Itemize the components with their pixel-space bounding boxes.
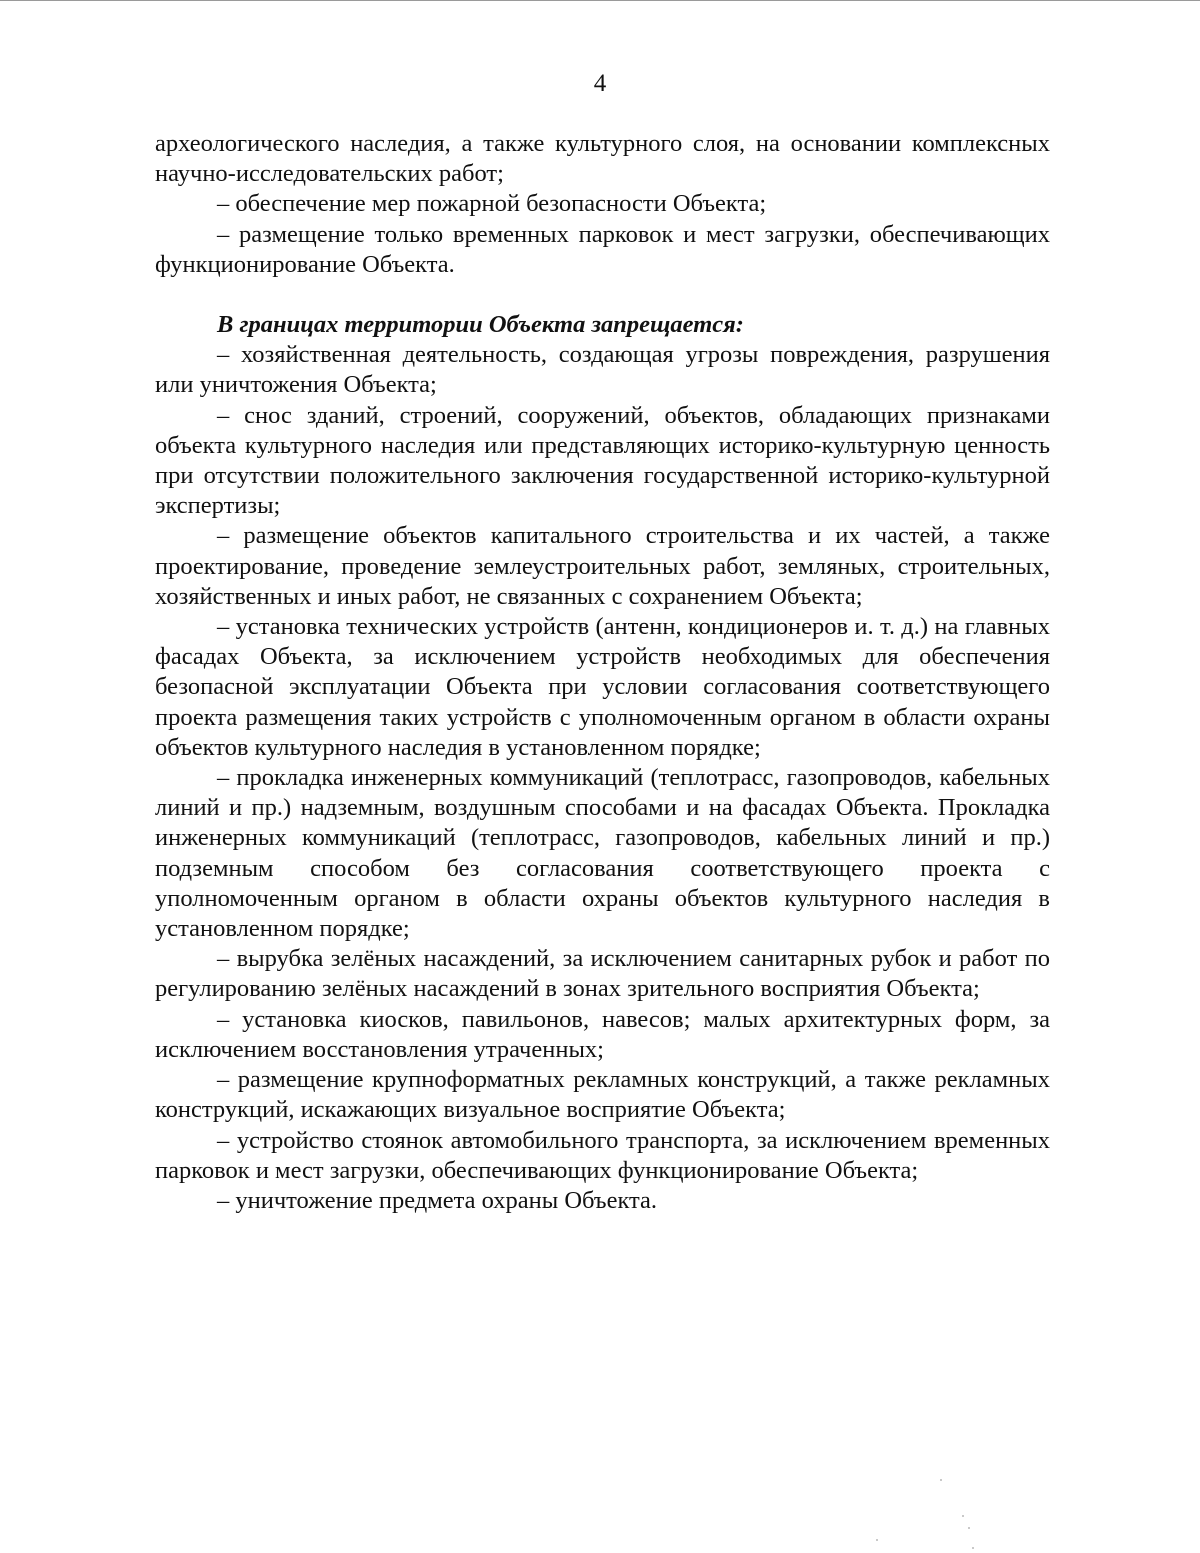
document-body — [155, 129, 1050, 1216]
list-item: – прокладка инженерных коммуникаций (теплотрасс, газопроводов, кабельных линий и пр.) надземным, воздушным способами и на фасадах Объекта. Прокладка инженерных коммуникаций (теплотрасс, газопроводов, кабельных линий и пр.) подземным способом без согласования соответствующего проекта с уполномоченным органом в области охраны объектов культурного наследия в установленном порядке; — [155, 764, 1050, 943]
list-item: – размещение крупноформатных рекламных конструкций, а также рекламных конструкций, искажающих визуальное восприятие Объекта; — [155, 1066, 1050, 1124]
scan-speck — [962, 1515, 964, 1517]
paragraph-continuation: археологического наследия, а также культурного слоя, на основании комплексных научно-исследовательских работ; — [155, 130, 1050, 188]
list-item: – уничтожение предмета охраны Объекта. — [217, 1186, 658, 1214]
list-item: – установка технических устройств (антенн, кондиционеров и. т. д.) на главных фасадах Объекта, за исключением устройств необходимых для обеспечения безопасной эксплуатации Объекта при условии согласования соответствующего проекта размещения таких устройств с уполномоченным органом в области охраны объектов культурного наследия в установленном порядке; — [155, 613, 1050, 761]
list-item: – обеспечение мер пожарной безопасности Объекта; — [217, 190, 767, 218]
page-number: 4 — [593, 70, 607, 97]
list-item: – размещение только временных парковок и мест загрузки, обеспечивающих функционирование Объекта. — [155, 220, 1050, 278]
list-item: – вырубка зелёных насаждений, за исключением санитарных рубок и работ по регулированию зелёных насаждений в зонах зрительного восприятия Объекта; — [155, 945, 1050, 1003]
list-item: – установка киосков, павильонов, навесов; малых архитектурных форм, за исключением восстановления утраченных; — [155, 1005, 1050, 1063]
list-item: – устройство стоянок автомобильного транспорта, за исключением временных парковок и мест загрузки, обеспечивающих функционирование Объекта; — [155, 1126, 1050, 1184]
scan-speck — [968, 1527, 970, 1529]
scan-speck — [876, 1539, 878, 1541]
list-item: – хозяйственная деятельность, создающая угрозы повреждения, разрушения или уничтожения Объекта; — [155, 341, 1050, 399]
scan-speck — [972, 1547, 974, 1549]
list-item: – снос зданий, строений, сооружений, объектов, обладающих признаками объекта культурного наследия или представляющих историко-культурную ценность при отсутствии положительного заключения государственной историко-культурной экспертизы; — [155, 401, 1050, 520]
scan-speck — [940, 1479, 942, 1481]
section-heading: В границах территории Объекта запрещается: — [217, 311, 744, 339]
list-item: – размещение объектов капитального строительства и их частей, а также проектирование, проведение землеустроительных работ, земляных, строительных, хозяйственных и иных работ, не связанных с сохранением Объекта; — [155, 522, 1050, 610]
